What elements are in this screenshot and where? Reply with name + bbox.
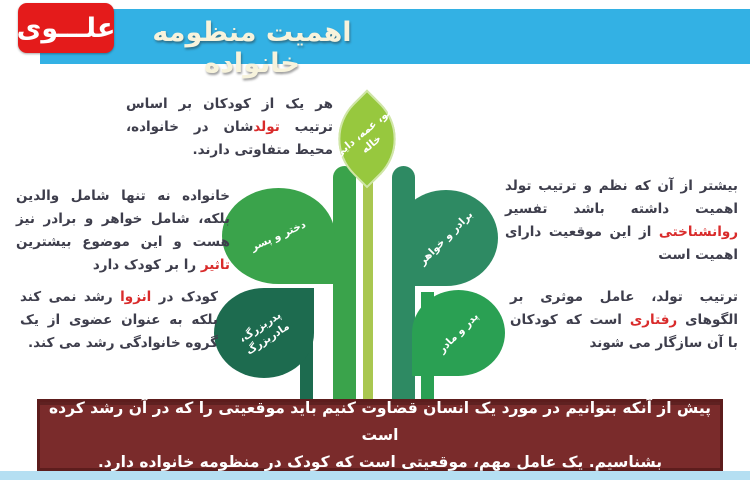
bottom-blue-strip — [0, 471, 750, 480]
text-block-birth-order: هر یک از کودکان بر اساس ترتیب تولدشان در خانواده، محیط متفاوتی دارند. — [126, 96, 334, 158]
bottom-banner — [37, 399, 723, 471]
leaf-bottom-left-label: پدربزرگ، مادربزرگ — [236, 309, 292, 358]
alavi-logo-label: علـــوی — [16, 12, 116, 44]
leaf-bottom-right-label: پدر و مادر — [435, 310, 481, 356]
text-block-psychological: بیشتر از آن که نظم و ترتیب تولد اهمیت داشته باشد تفسیر روانشناختی از این موقعیت دارای اهمیت است — [505, 178, 738, 263]
stalk-middle-left — [333, 166, 356, 399]
leaf-parents — [412, 290, 505, 376]
leaf-grandparents — [214, 288, 314, 378]
text-block-family-members: خانواده نه تنها شامل والدین بلکه، شامل خواهر و برادر نیز هست و این موضوع بیشترین تاثیر را بر کودک دارد — [16, 188, 230, 273]
banner-line-2: بشناسیم. یک عامل مهم، موقعیتی است که کودک در منظومه خانواده دارد. — [97, 452, 663, 471]
alavi-logo-badge — [18, 3, 114, 53]
leaf-brother-sister — [394, 190, 498, 286]
banner-line-1: پیش از آنکه بتوانیم در مورد یک انسان قضاوت کنیم باید موقعیتی را که در آن رشد کرده است — [49, 398, 711, 444]
text-block-behavior-patterns: ترتیب تولد، عامل موثری بر الگوهای رفتاری است که کودکان با آن سازگار می شوند — [510, 289, 738, 351]
leaf-mid-left-label: دختر و پسر — [249, 218, 308, 254]
leaf-top-label: عمو، عمه، دایی و خاله — [323, 99, 401, 168]
page-title: اهمیت منظومه خانواده — [152, 17, 352, 79]
text-block-isolation: کودک در انزوا رشد نمی کند بلکه به عنوان عضوی از یک گروه خانوادگی رشد می کند. — [20, 289, 218, 351]
leaf-mid-right-label: برادر و خواهر — [416, 208, 476, 268]
